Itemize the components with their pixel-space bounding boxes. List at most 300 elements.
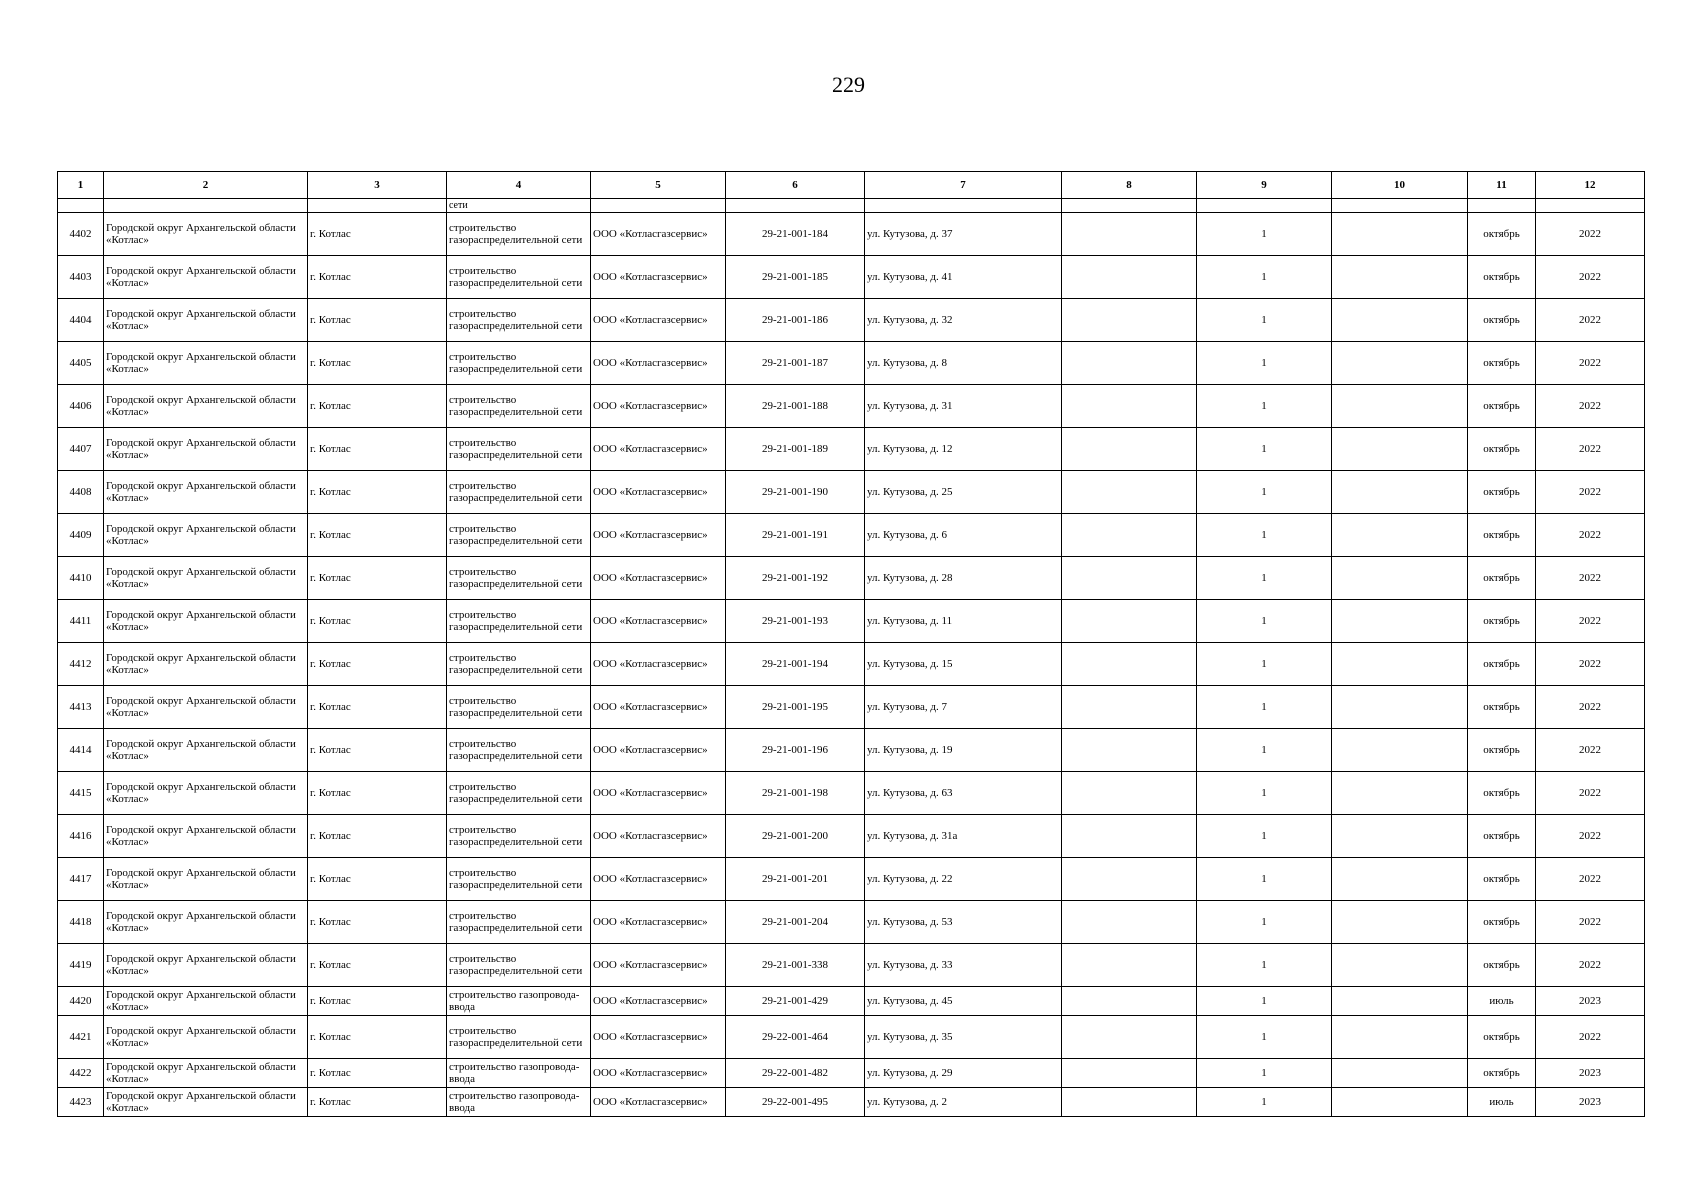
- work-cell: строительство газораспределительной сети: [447, 772, 591, 815]
- code-cell: 29-21-001-186: [726, 299, 865, 342]
- code-cell: 29-22-001-464: [726, 1016, 865, 1059]
- row-number: 4406: [58, 385, 104, 428]
- organization-cell: ООО «Котласгазсервис»: [591, 514, 726, 557]
- column-10-cell: [1332, 385, 1468, 428]
- city-cell: г. Котлас: [308, 772, 447, 815]
- address-cell: ул. Кутузова, д. 63: [865, 772, 1062, 815]
- column-10-cell: [1332, 1016, 1468, 1059]
- work-cell: строительство газораспределительной сети: [447, 815, 591, 858]
- work-cell: строительство газораспределительной сети: [447, 213, 591, 256]
- city-cell: г. Котлас: [308, 686, 447, 729]
- district-cell: Городской округ Архангельской области «Котлас»: [104, 600, 308, 643]
- month-cell: октябрь: [1468, 385, 1536, 428]
- row-number: 4409: [58, 514, 104, 557]
- code-cell: 29-22-001-482: [726, 1059, 865, 1088]
- work-cell: строительство газораспределительной сети: [447, 256, 591, 299]
- address-cell: ул. Кутузова, д. 32: [865, 299, 1062, 342]
- column-10-cell: [1332, 858, 1468, 901]
- organization-cell: ООО «Котласгазсервис»: [591, 428, 726, 471]
- quantity-cell: 1: [1197, 256, 1332, 299]
- work-cell: строительство газопровода-ввода: [447, 1088, 591, 1117]
- district-cell: Городской округ Архангельской области «Котлас»: [104, 471, 308, 514]
- work-cell: строительство газораспределительной сети: [447, 901, 591, 944]
- code-cell: 29-21-001-191: [726, 514, 865, 557]
- row-number: 4404: [58, 299, 104, 342]
- organization-cell: ООО «Котласгазсервис»: [591, 901, 726, 944]
- year-cell: 2022: [1536, 901, 1645, 944]
- organization-cell: ООО «Котласгазсервис»: [591, 858, 726, 901]
- city-cell: г. Котлас: [308, 514, 447, 557]
- column-10-cell: [1332, 686, 1468, 729]
- year-cell: 2022: [1536, 342, 1645, 385]
- column-header: 6: [726, 172, 865, 199]
- code-cell: 29-21-001-200: [726, 815, 865, 858]
- address-cell: ул. Кутузова, д. 31: [865, 385, 1062, 428]
- row-number: 4416: [58, 815, 104, 858]
- organization-cell: ООО «Котласгазсервис»: [591, 256, 726, 299]
- city-cell: г. Котлас: [308, 557, 447, 600]
- district-cell: Городской округ Архангельской области «Котлас»: [104, 1016, 308, 1059]
- row-number: 4412: [58, 643, 104, 686]
- district-cell: Городской округ Архангельской области «Котлас»: [104, 944, 308, 987]
- year-cell: 2022: [1536, 514, 1645, 557]
- organization-cell: ООО «Котласгазсервис»: [591, 944, 726, 987]
- city-cell: г. Котлас: [308, 1016, 447, 1059]
- district-cell: Городской округ Архангельской области «Котлас»: [104, 1088, 308, 1117]
- month-cell: октябрь: [1468, 686, 1536, 729]
- register-table: [57, 171, 1645, 1117]
- column-header: 10: [1332, 172, 1468, 199]
- code-cell: 29-21-001-189: [726, 428, 865, 471]
- district-cell: Городской округ Архангельской области «Котлас»: [104, 643, 308, 686]
- address-cell: ул. Кутузова, д. 28: [865, 557, 1062, 600]
- code-cell: 29-21-001-204: [726, 901, 865, 944]
- city-cell: г. Котлас: [308, 256, 447, 299]
- month-cell: октябрь: [1468, 643, 1536, 686]
- quantity-cell: 1: [1197, 385, 1332, 428]
- column-8-cell: [1062, 643, 1197, 686]
- column-10-cell: [1332, 815, 1468, 858]
- city-cell: г. Котлас: [308, 385, 447, 428]
- row-number: 4411: [58, 600, 104, 643]
- quantity-cell: 1: [1197, 1088, 1332, 1117]
- month-cell: октябрь: [1468, 944, 1536, 987]
- district-cell: Городской округ Архангельской области «Котлас»: [104, 987, 308, 1016]
- address-cell: ул. Кутузова, д. 41: [865, 256, 1062, 299]
- column-8-cell: [1062, 1059, 1197, 1088]
- work-cell: строительство газораспределительной сети: [447, 471, 591, 514]
- district-cell: Городской округ Архангельской области «Котлас»: [104, 385, 308, 428]
- quantity-cell: 1: [1197, 213, 1332, 256]
- table-row: [58, 213, 1645, 256]
- row-number: 4419: [58, 944, 104, 987]
- column-8-cell: [1062, 471, 1197, 514]
- column-8-cell: [1062, 772, 1197, 815]
- month-cell: октябрь: [1468, 213, 1536, 256]
- district-cell: Городской округ Архангельской области «Котлас»: [104, 1059, 308, 1088]
- address-cell: ул. Кутузова, д. 11: [865, 600, 1062, 643]
- row-number: 4420: [58, 987, 104, 1016]
- table-row: [58, 514, 1645, 557]
- column-10-cell: [1332, 643, 1468, 686]
- organization-cell: ООО «Котласгазсервис»: [591, 1016, 726, 1059]
- city-cell: г. Котлас: [308, 342, 447, 385]
- organization-cell: ООО «Котласгазсервис»: [591, 686, 726, 729]
- row-number: 4423: [58, 1088, 104, 1117]
- column-10-cell: [1332, 471, 1468, 514]
- organization-cell: ООО «Котласгазсервис»: [591, 557, 726, 600]
- address-cell: ул. Кутузова, д. 12: [865, 428, 1062, 471]
- work-cell: строительство газораспределительной сети: [447, 729, 591, 772]
- city-cell: г. Котлас: [308, 428, 447, 471]
- table-row: [58, 858, 1645, 901]
- table-row: [58, 256, 1645, 299]
- row-number: 4422: [58, 1059, 104, 1088]
- district-cell: Городской округ Архангельской области «Котлас»: [104, 213, 308, 256]
- quantity-cell: 1: [1197, 772, 1332, 815]
- column-10-cell: [1332, 729, 1468, 772]
- column-10-cell: [1332, 428, 1468, 471]
- work-cell: строительство газораспределительной сети: [447, 557, 591, 600]
- city-cell: г. Котлас: [308, 987, 447, 1016]
- row-number: 4418: [58, 901, 104, 944]
- work-cell: строительство газораспределительной сети: [447, 600, 591, 643]
- column-8-cell: [1062, 901, 1197, 944]
- table-row: [58, 1016, 1645, 1059]
- district-cell: Городской округ Архангельской области «Котлас»: [104, 858, 308, 901]
- year-cell: 2022: [1536, 1016, 1645, 1059]
- table-row: [58, 772, 1645, 815]
- city-cell: г. Котлас: [308, 213, 447, 256]
- quantity-cell: 1: [1197, 514, 1332, 557]
- city-cell: г. Котлас: [308, 858, 447, 901]
- address-cell: ул. Кутузова, д. 29: [865, 1059, 1062, 1088]
- code-cell: 29-21-001-429: [726, 987, 865, 1016]
- column-8-cell: [1062, 514, 1197, 557]
- column-10-cell: [1332, 1059, 1468, 1088]
- code-cell: 29-21-001-195: [726, 686, 865, 729]
- column-header: 3: [308, 172, 447, 199]
- column-header: 8: [1062, 172, 1197, 199]
- quantity-cell: 1: [1197, 557, 1332, 600]
- city-cell: г. Котлас: [308, 1059, 447, 1088]
- code-cell: 29-21-001-201: [726, 858, 865, 901]
- column-header: 5: [591, 172, 726, 199]
- table-row: [58, 557, 1645, 600]
- city-cell: г. Котлас: [308, 815, 447, 858]
- district-cell: Городской округ Архангельской области «Котлас»: [104, 557, 308, 600]
- address-cell: ул. Кутузова, д. 25: [865, 471, 1062, 514]
- address-cell: ул. Кутузова, д. 2: [865, 1088, 1062, 1117]
- month-cell: октябрь: [1468, 557, 1536, 600]
- month-cell: октябрь: [1468, 514, 1536, 557]
- year-cell: 2022: [1536, 213, 1645, 256]
- district-cell: Городской округ Архангельской области «Котлас»: [104, 772, 308, 815]
- code-cell: 29-21-001-198: [726, 772, 865, 815]
- month-cell: октябрь: [1468, 342, 1536, 385]
- column-8-cell: [1062, 1088, 1197, 1117]
- district-cell: Городской округ Архангельской области «Котлас»: [104, 901, 308, 944]
- city-cell: г. Котлас: [308, 729, 447, 772]
- code-cell: 29-21-001-193: [726, 600, 865, 643]
- column-header: 9: [1197, 172, 1332, 199]
- year-cell: 2022: [1536, 471, 1645, 514]
- work-cell: строительство газораспределительной сети: [447, 514, 591, 557]
- year-cell: 2023: [1536, 987, 1645, 1016]
- work-cell: строительство газопровода-ввода: [447, 1059, 591, 1088]
- column-header: 12: [1536, 172, 1645, 199]
- continuation-row: [58, 199, 1645, 213]
- column-header: 2: [104, 172, 308, 199]
- district-cell: Городской округ Архангельской области «Котлас»: [104, 729, 308, 772]
- column-10-cell: [1332, 557, 1468, 600]
- quantity-cell: 1: [1197, 428, 1332, 471]
- month-cell: октябрь: [1468, 729, 1536, 772]
- year-cell: 2022: [1536, 686, 1645, 729]
- table-row: [58, 385, 1645, 428]
- district-cell: Городской округ Архангельской области «Котлас»: [104, 514, 308, 557]
- address-cell: ул. Кутузова, д. 31а: [865, 815, 1062, 858]
- month-cell: июль: [1468, 987, 1536, 1016]
- organization-cell: ООО «Котласгазсервис»: [591, 471, 726, 514]
- year-cell: 2022: [1536, 600, 1645, 643]
- row-number: 4410: [58, 557, 104, 600]
- row-number: 4408: [58, 471, 104, 514]
- organization-cell: ООО «Котласгазсервис»: [591, 1088, 726, 1117]
- year-cell: 2022: [1536, 299, 1645, 342]
- code-cell: 29-21-001-190: [726, 471, 865, 514]
- column-header: 4: [447, 172, 591, 199]
- work-cell: строительство газораспределительной сети: [447, 428, 591, 471]
- address-cell: ул. Кутузова, д. 8: [865, 342, 1062, 385]
- city-cell: г. Котлас: [308, 901, 447, 944]
- quantity-cell: 1: [1197, 901, 1332, 944]
- district-cell: Городской округ Архангельской области «Котлас»: [104, 299, 308, 342]
- column-header: 7: [865, 172, 1062, 199]
- month-cell: октябрь: [1468, 772, 1536, 815]
- address-cell: ул. Кутузова, д. 35: [865, 1016, 1062, 1059]
- column-8-cell: [1062, 256, 1197, 299]
- city-cell: г. Котлас: [308, 471, 447, 514]
- column-10-cell: [1332, 514, 1468, 557]
- year-cell: 2022: [1536, 858, 1645, 901]
- year-cell: 2022: [1536, 256, 1645, 299]
- column-10-cell: [1332, 213, 1468, 256]
- column-8-cell: [1062, 213, 1197, 256]
- table-row: [58, 944, 1645, 987]
- quantity-cell: 1: [1197, 729, 1332, 772]
- organization-cell: ООО «Котласгазсервис»: [591, 772, 726, 815]
- row-number: 4413: [58, 686, 104, 729]
- column-8-cell: [1062, 944, 1197, 987]
- district-cell: Городской округ Архангельской области «Котлас»: [104, 428, 308, 471]
- quantity-cell: 1: [1197, 815, 1332, 858]
- table-row: [58, 815, 1645, 858]
- year-cell: 2022: [1536, 643, 1645, 686]
- quantity-cell: 1: [1197, 686, 1332, 729]
- organization-cell: ООО «Котласгазсервис»: [591, 600, 726, 643]
- row-number: 4415: [58, 772, 104, 815]
- continuation-cell: сети: [447, 199, 591, 213]
- month-cell: октябрь: [1468, 299, 1536, 342]
- year-cell: 2022: [1536, 385, 1645, 428]
- row-number: 4402: [58, 213, 104, 256]
- column-8-cell: [1062, 1016, 1197, 1059]
- table-row: [58, 428, 1645, 471]
- code-cell: 29-21-001-188: [726, 385, 865, 428]
- year-cell: 2022: [1536, 772, 1645, 815]
- page-number: 229: [832, 72, 865, 97]
- row-number: 4405: [58, 342, 104, 385]
- column-header: 11: [1468, 172, 1536, 199]
- column-8-cell: [1062, 342, 1197, 385]
- organization-cell: ООО «Котласгазсервис»: [591, 299, 726, 342]
- code-cell: 29-21-001-192: [726, 557, 865, 600]
- row-number: 4407: [58, 428, 104, 471]
- work-cell: строительство газораспределительной сети: [447, 858, 591, 901]
- work-cell: строительство газораспределительной сети: [447, 342, 591, 385]
- month-cell: октябрь: [1468, 901, 1536, 944]
- table-row: [58, 471, 1645, 514]
- column-8-cell: [1062, 686, 1197, 729]
- month-cell: октябрь: [1468, 471, 1536, 514]
- column-10-cell: [1332, 1088, 1468, 1117]
- work-cell: строительство газораспределительной сети: [447, 643, 591, 686]
- code-cell: 29-21-001-338: [726, 944, 865, 987]
- table-row: [58, 342, 1645, 385]
- column-10-cell: [1332, 600, 1468, 643]
- column-8-cell: [1062, 428, 1197, 471]
- organization-cell: ООО «Котласгазсервис»: [591, 1059, 726, 1088]
- address-cell: ул. Кутузова, д. 19: [865, 729, 1062, 772]
- column-10-cell: [1332, 944, 1468, 987]
- table-row: [58, 987, 1645, 1016]
- column-10-cell: [1332, 901, 1468, 944]
- organization-cell: ООО «Котласгазсервис»: [591, 987, 726, 1016]
- district-cell: Городской округ Архангельской области «Котлас»: [104, 342, 308, 385]
- column-8-cell: [1062, 385, 1197, 428]
- month-cell: июль: [1468, 1088, 1536, 1117]
- month-cell: октябрь: [1468, 428, 1536, 471]
- work-cell: строительство газораспределительной сети: [447, 1016, 591, 1059]
- work-cell: строительство газораспределительной сети: [447, 686, 591, 729]
- address-cell: ул. Кутузова, д. 33: [865, 944, 1062, 987]
- column-10-cell: [1332, 256, 1468, 299]
- code-cell: 29-21-001-196: [726, 729, 865, 772]
- quantity-cell: 1: [1197, 643, 1332, 686]
- month-cell: октябрь: [1468, 1059, 1536, 1088]
- quantity-cell: 1: [1197, 987, 1332, 1016]
- table-row: [58, 1088, 1645, 1117]
- city-cell: г. Котлас: [308, 944, 447, 987]
- column-10-cell: [1332, 299, 1468, 342]
- district-cell: Городской округ Архангельской области «Котлас»: [104, 815, 308, 858]
- code-cell: 29-21-001-187: [726, 342, 865, 385]
- address-cell: ул. Кутузова, д. 6: [865, 514, 1062, 557]
- year-cell: 2022: [1536, 557, 1645, 600]
- quantity-cell: 1: [1197, 944, 1332, 987]
- organization-cell: ООО «Котласгазсервис»: [591, 342, 726, 385]
- year-cell: 2023: [1536, 1088, 1645, 1117]
- column-8-cell: [1062, 729, 1197, 772]
- table-row: [58, 299, 1645, 342]
- table-row: [58, 901, 1645, 944]
- organization-cell: ООО «Котласгазсервис»: [591, 385, 726, 428]
- row-number: 4421: [58, 1016, 104, 1059]
- city-cell: г. Котлас: [308, 299, 447, 342]
- organization-cell: ООО «Котласгазсервис»: [591, 815, 726, 858]
- address-cell: ул. Кутузова, д. 7: [865, 686, 1062, 729]
- year-cell: 2022: [1536, 944, 1645, 987]
- column-10-cell: [1332, 772, 1468, 815]
- table-row: [58, 729, 1645, 772]
- city-cell: г. Котлас: [308, 600, 447, 643]
- column-8-cell: [1062, 557, 1197, 600]
- quantity-cell: 1: [1197, 471, 1332, 514]
- quantity-cell: 1: [1197, 600, 1332, 643]
- organization-cell: ООО «Котласгазсервис»: [591, 729, 726, 772]
- organization-cell: ООО «Котласгазсервис»: [591, 643, 726, 686]
- work-cell: строительство газопровода-ввода: [447, 987, 591, 1016]
- quantity-cell: 1: [1197, 1059, 1332, 1088]
- month-cell: октябрь: [1468, 815, 1536, 858]
- year-cell: 2022: [1536, 729, 1645, 772]
- table-row: [58, 643, 1645, 686]
- year-cell: 2022: [1536, 428, 1645, 471]
- city-cell: г. Котлас: [308, 643, 447, 686]
- address-cell: ул. Кутузова, д. 53: [865, 901, 1062, 944]
- address-cell: ул. Кутузова, д. 37: [865, 213, 1062, 256]
- district-cell: Городской округ Архангельской области «Котлас»: [104, 686, 308, 729]
- quantity-cell: 1: [1197, 858, 1332, 901]
- code-cell: 29-21-001-194: [726, 643, 865, 686]
- year-cell: 2023: [1536, 1059, 1645, 1088]
- code-cell: 29-21-001-184: [726, 213, 865, 256]
- organization-cell: ООО «Котласгазсервис»: [591, 213, 726, 256]
- work-cell: строительство газораспределительной сети: [447, 299, 591, 342]
- column-8-cell: [1062, 600, 1197, 643]
- code-cell: 29-22-001-495: [726, 1088, 865, 1117]
- table-row: [58, 686, 1645, 729]
- quantity-cell: 1: [1197, 1016, 1332, 1059]
- table-row: [58, 600, 1645, 643]
- quantity-cell: 1: [1197, 299, 1332, 342]
- table-row: [58, 1059, 1645, 1088]
- month-cell: октябрь: [1468, 600, 1536, 643]
- address-cell: ул. Кутузова, д. 22: [865, 858, 1062, 901]
- address-cell: ул. Кутузова, д. 15: [865, 643, 1062, 686]
- column-10-cell: [1332, 342, 1468, 385]
- column-8-cell: [1062, 815, 1197, 858]
- district-cell: Городской округ Архангельской области «Котлас»: [104, 256, 308, 299]
- month-cell: октябрь: [1468, 858, 1536, 901]
- month-cell: октябрь: [1468, 1016, 1536, 1059]
- column-header: 1: [58, 172, 104, 199]
- column-8-cell: [1062, 299, 1197, 342]
- row-number: 4403: [58, 256, 104, 299]
- work-cell: строительство газораспределительной сети: [447, 944, 591, 987]
- column-8-cell: [1062, 858, 1197, 901]
- work-cell: строительство газораспределительной сети: [447, 385, 591, 428]
- row-number: 4417: [58, 858, 104, 901]
- month-cell: октябрь: [1468, 256, 1536, 299]
- row-number: 4414: [58, 729, 104, 772]
- quantity-cell: 1: [1197, 342, 1332, 385]
- header-row: [58, 172, 1645, 199]
- address-cell: ул. Кутузова, д. 45: [865, 987, 1062, 1016]
- city-cell: г. Котлас: [308, 1088, 447, 1117]
- year-cell: 2022: [1536, 815, 1645, 858]
